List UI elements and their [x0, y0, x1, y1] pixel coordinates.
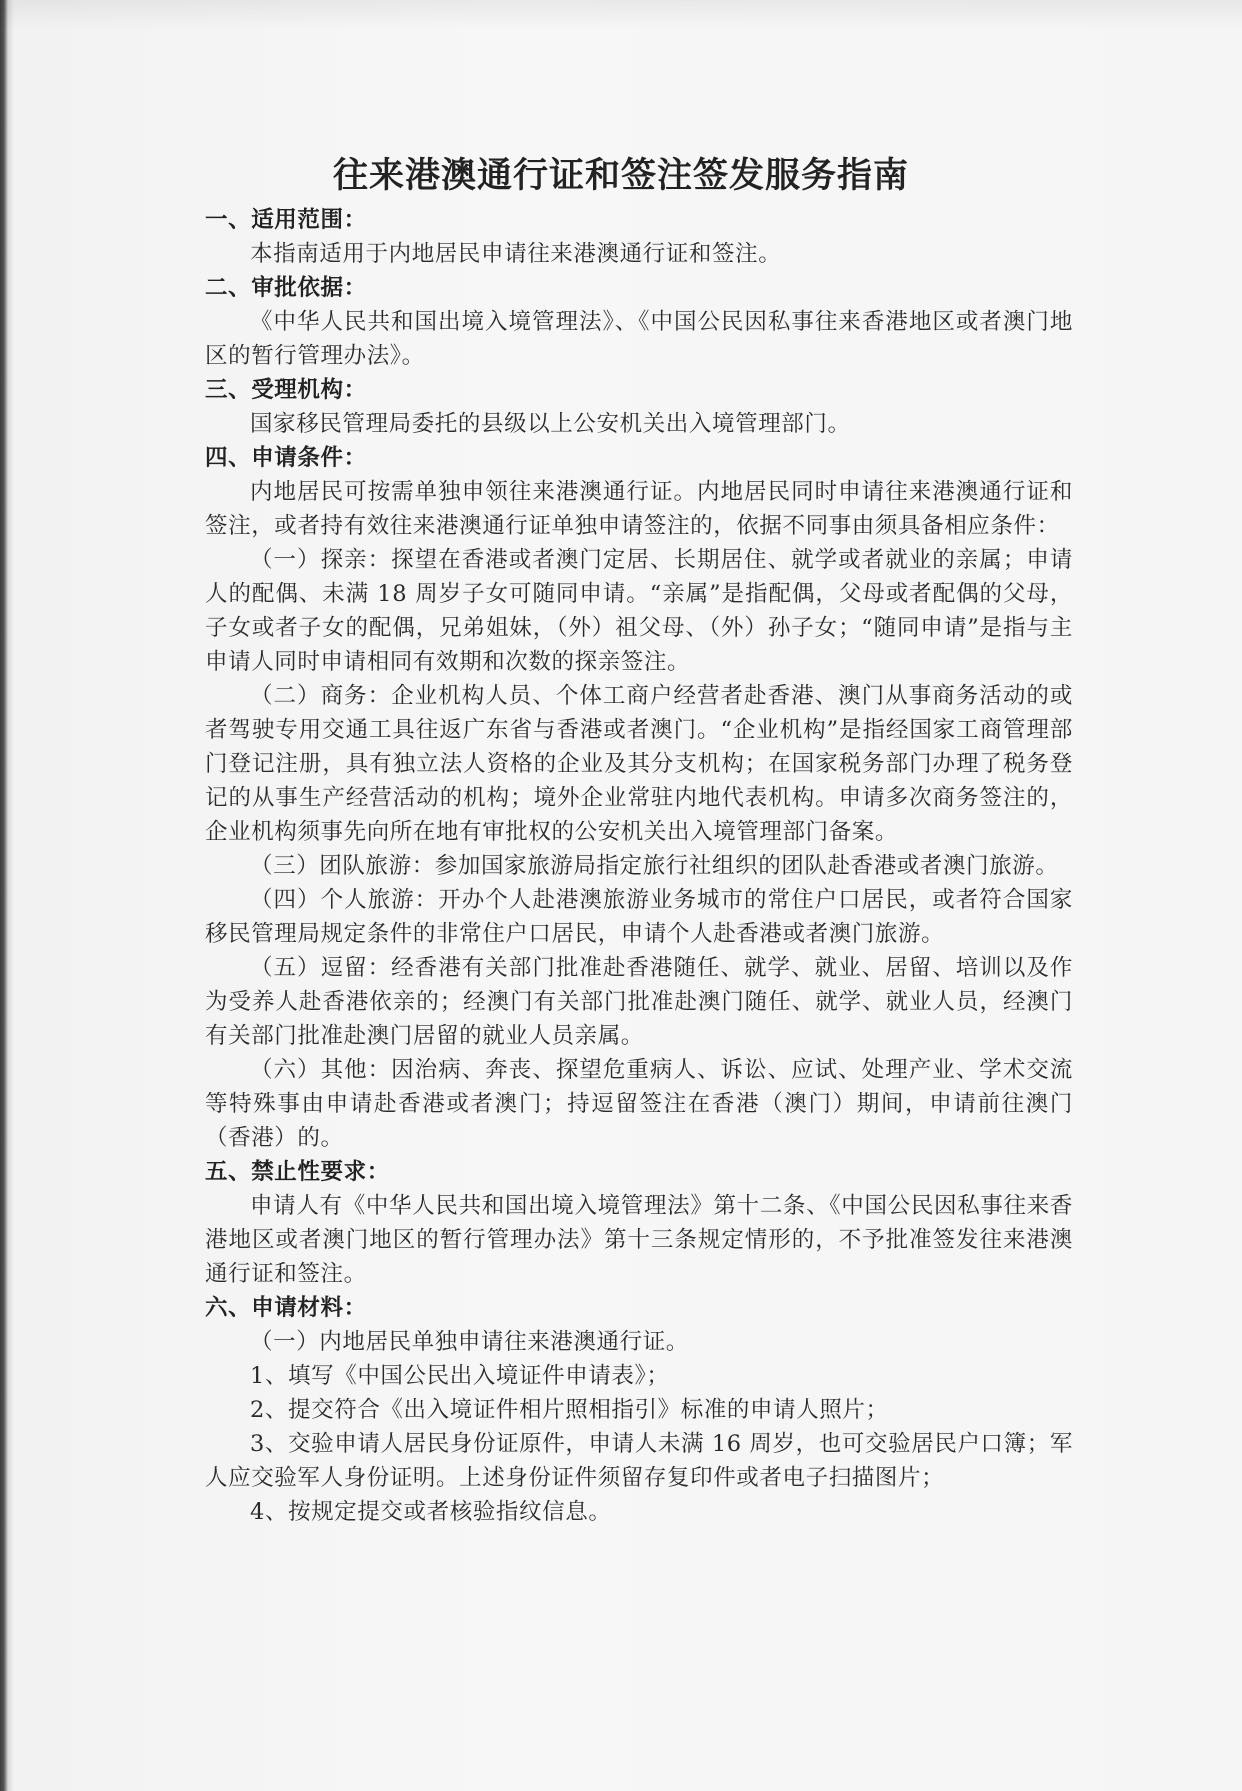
- section-heading-prohibitions: 五、禁止性要求：: [205, 1159, 390, 1185]
- condition-family-visit: （一）探亲：探望在香港或者澳门定居、长期居住、就学或者就业的亲属；申请人的配偶、未满 18 周岁子女可随同申请。“亲属”是指配偶，父母或者配偶的父母，子女或者子女的配偶，兄弟姐妹，（外）祖父母、（外）孙子女；“随同申请”是指与主申请人同时申请相同有效期和次数的探亲签注。: [205, 547, 1073, 675]
- section-paragraph: 申请人有《中华人民共和国出境入境管理法》第十二条、《中国公民因私事往来香港地区或者澳门地区的暂行管理办法》第十三条规定情形的，不予批准签发往来港澳通行证和签注。: [205, 1193, 1073, 1287]
- materials-subheading: （一）内地居民单独申请往来港澳通行证。: [250, 1329, 689, 1355]
- section-paragraph: 内地居民可按需单独申领往来港澳通行证。内地居民同时申请往来港澳通行证和签注，或者持有效往来港澳通行证单独申请签注的，依据不同事由须具备相应条件：: [205, 479, 1073, 539]
- section-heading-basis: 二、审批依据：: [205, 275, 367, 301]
- section-heading-scope: 一、适用范围：: [205, 207, 367, 233]
- materials-item-2: 2、提交符合《出入境证件相片照相指引》标准的申请人照片；: [250, 1397, 889, 1423]
- materials-item-1: 1、填写《中国公民出入境证件申请表》；: [250, 1363, 670, 1389]
- document-body: [205, 203, 1073, 1529]
- condition-other: （六）其他：因治病、奔丧、探望危重病人、诉讼、应试、处理产业、学术交流等特殊事由申请赴香港或者澳门；持逗留签注在香港（澳门）期间，申请前往澳门（香港）的。: [205, 1057, 1073, 1151]
- section-heading-conditions: 四、申请条件：: [205, 445, 367, 471]
- condition-group-tour: （三）团队旅游：参加国家旅游局指定旅行社组织的团队赴香港或者澳门旅游。: [250, 853, 1059, 879]
- page-shadow: [0, 0, 1242, 30]
- materials-item-4: 4、按规定提交或者核验指纹信息。: [250, 1499, 612, 1525]
- condition-stay: （五）逗留：经香港有关部门批准赴香港随任、就学、就业、居留、培训以及作为受养人赴香港依亲的；经澳门有关部门批准赴澳门随任、就学、就业人员，经澳门有关部门批准赴澳门居留的就业人员亲属。: [205, 955, 1073, 1049]
- section-paragraph: 国家移民管理局委托的县级以上公安机关出入境管理部门。: [250, 411, 851, 437]
- section-paragraph: 《中华人民共和国出境入境管理法》、《中国公民因私事往来香港地区或者澳门地区的暂行管理办法》。: [205, 309, 1073, 369]
- materials-item-3: 3、交验申请人居民身份证原件，申请人未满 16 周岁，也可交验居民户口簿；军人应交验军人身份证明。上述身份证件须留存复印件或者电子扫描图片；: [205, 1431, 1073, 1491]
- condition-individual-tour: （四）个人旅游：开办个人赴港澳旅游业务城市的常住户口居民，或者符合国家移民管理局规定条件的非常住户口居民，申请个人赴香港或者澳门旅游。: [205, 887, 1073, 947]
- section-paragraph: 本指南适用于内地居民申请往来港澳通行证和签注。: [250, 241, 782, 267]
- document-title: 往来港澳通行证和签注签发服务指南: [332, 156, 909, 196]
- section-heading-agency: 三、受理机构：: [205, 377, 367, 403]
- condition-business: （二）商务：企业机构人员、个体工商户经营者赴香港、澳门从事商务活动的或者驾驶专用交通工具往返广东省与香港或者澳门。“企业机构”是指经国家工商管理部门登记注册，具有独立法人资格的企业及其分支机构；在国家税务部门办理了税务登记的从事生产经营活动的机构；境外企业常驻内地代表机构。申请多次商务签注的，企业机构须事先向所在地有审批权的公安机关出入境管理部门备案。: [205, 683, 1073, 845]
- section-heading-materials: 六、申请材料：: [205, 1295, 367, 1321]
